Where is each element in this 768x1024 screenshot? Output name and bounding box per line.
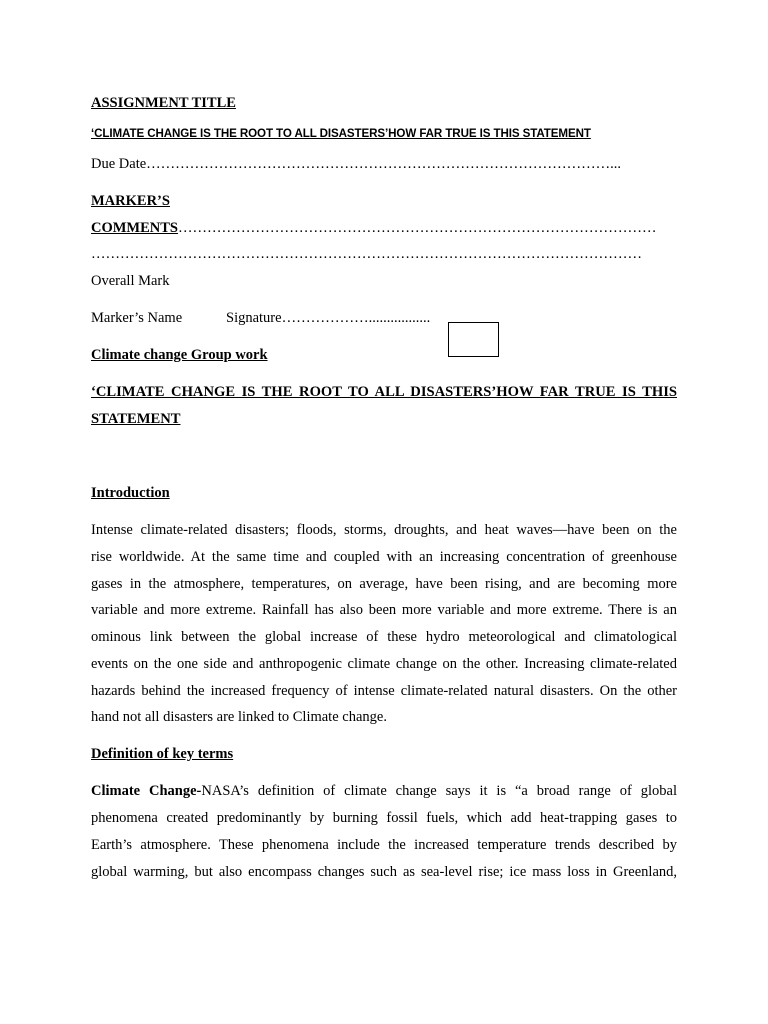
intro-line: variable and more extreme. Rainfall has also been more variable and more extreme. There is an <box>91 602 677 618</box>
comments-line <box>91 219 681 237</box>
intro-line: Intense climate-related disasters; floods, storms, droughts, and heat waves—have been on the <box>91 522 677 538</box>
comments-label: COMMENTS <box>91 220 178 236</box>
essay-title-line-1: ‘CLIMATE CHANGE IS THE ROOT TO ALL DISASTERS’HOW FAR TRUE IS THIS <box>91 384 677 400</box>
due-date: Due Date……………………………………………………………………………………... <box>91 156 622 172</box>
introduction-heading: Introduction <box>91 485 170 501</box>
overall-mark: Overall Mark <box>91 273 170 289</box>
signature-line: Signature………………................. <box>226 310 431 326</box>
intro-line: rise worldwide. At the same time and coupled with an increasing concentration of greenhouse <box>91 549 677 565</box>
comments-dots: ……………………………………………………………………………………… <box>178 220 657 236</box>
assignment-label: ASSIGNMENT TITLE <box>91 95 236 111</box>
definition-line: global warming, but also encompass changes such as sea-level rise; ice mass loss in Greenland, <box>91 864 677 880</box>
definition-line: phenomena created predominantly by burning fossil fuels, which add heat-trapping gases to <box>91 810 677 826</box>
definition-text: NASA’s definition of climate change says it is “a broad range of global <box>201 783 677 799</box>
intro-line: hand not all disasters are linked to Climate change. <box>91 709 387 725</box>
intro-line: events on the one side and anthropogenic climate change on the other. Increasing climate-related <box>91 656 677 672</box>
definitions-heading: Definition of key terms <box>91 746 234 762</box>
intro-line: gases in the atmosphere, temperatures, on average, have been rising, and are becoming more <box>91 576 677 592</box>
markers-name: Marker’s Name <box>91 310 183 326</box>
definition-line: Earth’s atmosphere. These phenomena include the increased temperature trends described by <box>91 837 677 853</box>
signature-box <box>448 322 499 357</box>
assignment-title: ‘CLIMATE CHANGE IS THE ROOT TO ALL DISASTERS’HOW FAR TRUE IS THIS STATEMENT <box>91 127 591 140</box>
definition-term: Climate Change- <box>91 783 202 799</box>
comments-dots-line: …………………………………………………………………………………………………… <box>91 246 642 262</box>
markers-label: MARKER’S <box>91 193 170 209</box>
intro-line: hazards behind the increased frequency of intense climate-related natural disasters. On the other <box>91 683 677 699</box>
essay-title-line-2: STATEMENT <box>91 411 181 427</box>
intro-line: ominous link between the global increase of these hydro meteorological and climatological <box>91 629 677 645</box>
definition-first-line <box>91 782 677 800</box>
group-work-label: Climate change Group work <box>91 347 268 363</box>
